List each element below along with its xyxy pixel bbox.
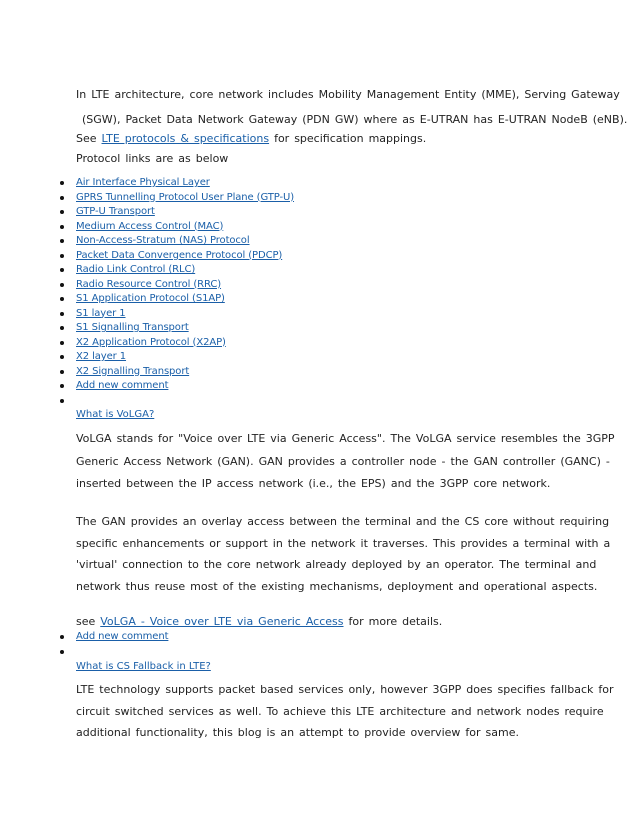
see-prefix: See [76,132,102,145]
protocol-link[interactable]: GTP-U Transport [76,206,155,217]
add-comment-link[interactable]: Add new comment [76,380,169,391]
protocol-link[interactable]: S1 layer 1 [76,307,126,319]
volga-p2-line: The GAN provides an overlay access between the terminal and the CS core without requiring [76,515,610,528]
volga-heading-link[interactable]: What is VoLGA? [76,409,155,420]
volga-p1-line: inserted between the IP access network (i.e., the EPS) and the 3GPP core network. [76,477,551,490]
volga-p2-line: network thus reuse most of the existing mechanisms, deployment and operational aspects. [76,579,598,593]
bullet-icon [60,326,64,330]
csfb-line: circuit switched services as well. To achieve this LTE architecture and network nodes require [76,704,604,718]
bullet-icon [60,196,64,200]
protocol-link[interactable]: Air Interface Physical Layer [76,177,210,188]
list-item [0,220,400,235]
volga-paragraph-1 [76,428,615,496]
list-item [0,292,400,307]
bullet-icon [60,370,64,374]
list-item [0,365,400,380]
protocol-intro: Protocol links are as below [76,152,229,165]
bullet-icon [60,210,64,214]
list-item-empty [0,394,400,409]
volga-p1-line: Generic Access Network (GAN). GAN provides a controller node - the GAN controller (GANC) - [76,454,610,468]
protocol-link[interactable]: GPRS Tunnelling Protocol User Plane (GTP-U) [76,191,295,203]
bullet-icon [60,283,64,287]
bullet-icon [60,254,64,258]
volga-p2-line: specific enhancements or support in the network it traverses. This provides a terminal with a [76,536,611,550]
list-item [0,336,400,351]
bullet-icon [60,239,64,243]
protocol-link[interactable]: Medium Access Control (MAC) [76,220,224,232]
bullet-icon [60,268,64,272]
list-item [0,350,400,365]
lte-protocols-link[interactable]: LTE protocols & specifications [101,132,270,145]
bullet-icon [60,312,64,316]
bullet-icon [60,297,64,301]
protocol-link[interactable]: X2 layer 1 [76,351,127,362]
protocol-link[interactable]: Radio Resource Control (RRC) [76,278,222,290]
bullet-icon [60,225,64,229]
list-item [0,321,400,336]
csfb-heading-link[interactable]: What is CS Fallback in LTE? [76,661,211,672]
volga-see-line: see VoLGA - Voice over LTE via Generic Access for more details. [76,615,443,628]
csfb-line: LTE technology supports packet based services only, however 3GPP does specifies fallback for [76,683,614,696]
protocol-link[interactable]: X2 Application Protocol (X2AP) [76,336,226,348]
bullet-icon [60,399,64,403]
list-item [0,176,400,191]
intro-line-1: In LTE architecture, core network includes Mobility Management Entity (MME), Serving Gateway [76,88,620,101]
protocol-link[interactable]: S1 Application Protocol (S1AP) [76,293,225,304]
see-specifications-line [76,131,576,147]
list-item-empty [0,645,400,659]
bullet-icon [60,650,64,654]
list-item [0,307,400,322]
bullet-icon [60,355,64,359]
protocol-link[interactable]: Packet Data Convergence Protocol (PDCP) [76,249,283,261]
list-item [0,263,400,278]
protocol-link[interactable]: S1 Signalling Transport [76,322,189,333]
add-comment-link[interactable]: Add new comment [76,631,169,642]
list-item [0,191,400,206]
volga-details-link[interactable]: VoLGA - Voice over LTE via Generic Access [100,615,344,628]
list-item [0,234,400,249]
intro-paragraph [76,82,628,132]
volga-p1-line: VoLGA stands for "Voice over LTE via Generic Access". The VoLGA service resembles the 3GPP [76,432,615,445]
volga-paragraph-2 [76,511,611,597]
see-suffix: for specification mappings. [269,132,427,145]
volga-p2-line: 'virtual' connection to the core network already deployed by an operator. The terminal and [76,558,597,571]
intro-line-2: (SGW), Packet Data Network Gateway (PDN GW) where as E-UTRAN has E-UTRAN NodeB (eNB). [82,113,628,126]
csfb-line: additional functionality, this blog is an attempt to provide overview for same. [76,726,519,739]
list-item [0,630,400,644]
protocol-link[interactable]: X2 Signalling Transport [76,365,190,377]
protocol-links-list [0,176,400,408]
list-item [0,379,400,394]
protocol-link[interactable]: Non-Access-Stratum (NAS) Protocol [76,235,250,246]
bullet-icon [60,384,64,388]
list-item [0,249,400,264]
bullet-icon [60,635,64,639]
protocol-link[interactable]: Radio Link Control (RLC) [76,264,196,275]
csfb-paragraph [76,679,614,744]
list-item [0,205,400,220]
bullet-icon [60,181,64,185]
bullet-icon [60,341,64,345]
list-item [0,278,400,293]
